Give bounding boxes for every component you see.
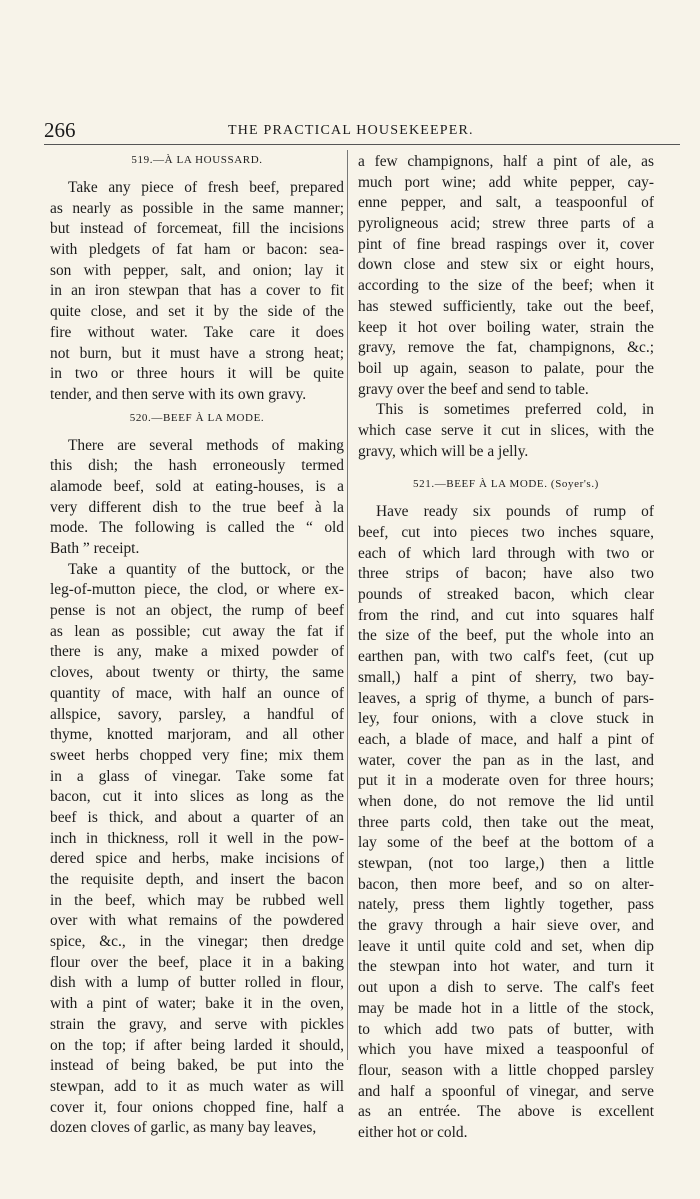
text-line: small,) half a pint of sherry, two bay- xyxy=(358,668,654,686)
text-line: leg-of-mutton piece, the clod, or where ex- xyxy=(50,581,344,599)
paragraph-520-continued xyxy=(358,152,654,400)
text-line: water, cover the pan as in the last, and xyxy=(358,751,654,769)
text-line: fire without water. Take care it does xyxy=(50,323,344,341)
text-line: three strips of bacon; have also two xyxy=(358,565,654,583)
running-title: THE PRACTICAL HOUSEKEEPER. xyxy=(228,123,474,138)
text-line: over with what remains of the powdered xyxy=(50,912,344,930)
text-line: to which add two pats of butter, with xyxy=(358,1020,654,1038)
paragraph-521 xyxy=(358,502,654,1143)
text-line: boil up again, season to palate, pour the xyxy=(358,359,654,377)
text-line: cover it, four onions chopped fine, half a xyxy=(50,1098,344,1116)
text-line: nately, press them lightly together, pass xyxy=(358,896,654,914)
column-divider xyxy=(347,150,348,1060)
text-line: inch in thickness, roll it well in the pow- xyxy=(50,829,344,847)
text-line: according to the size of the beef; when it xyxy=(358,277,654,295)
text-line: gravy, remove the fat, champignons, &c.; xyxy=(358,339,654,357)
page-header xyxy=(44,118,680,142)
text-line: sweet herbs chopped very fine; mix them xyxy=(50,746,344,764)
text-line: This is sometimes preferred cold, in xyxy=(376,401,654,419)
text-line: from the rind, and cut into squares half xyxy=(358,606,654,624)
text-line: pense is not an object, the rump of beef xyxy=(50,602,344,620)
text-line: pint of fine bread raspings over it, cover xyxy=(358,235,654,253)
text-line: gravy over the beef and send to table. xyxy=(358,380,589,398)
text-line: Have ready six pounds of rump of xyxy=(376,503,654,521)
text-line: put it in a moderate oven for three hours; xyxy=(358,772,654,790)
text-line: ley, four onions, with a clove stuck in xyxy=(358,710,654,728)
text-line: enne pepper, and salt, a teaspoonful of xyxy=(358,194,654,212)
text-line: in two or three hours it will be quite xyxy=(50,365,344,383)
text-line: alamode beef, sold at eating-houses, is a xyxy=(50,477,344,495)
text-line: earthen pan, with two calf's feet, (cut up xyxy=(358,648,654,666)
text-line: instead of being baked, be put into the xyxy=(50,1057,344,1075)
text-line: the size of the beef, put the whole into an xyxy=(358,627,654,645)
text-line: the gravy through a hair sieve over, and xyxy=(358,917,654,935)
text-line: son with pepper, salt, and onion; lay it xyxy=(50,261,344,279)
text-line: stewpan, (not too large,) then a little xyxy=(358,855,654,872)
text-line: much port wine; add white pepper, cay- xyxy=(358,173,654,191)
text-line: in the beef, which may be rubbed well xyxy=(50,891,344,909)
text-line: keep it hot over boiling water, strain the xyxy=(358,318,654,336)
text-line: the stewpan into hot water, and turn it xyxy=(358,958,654,976)
text-line: either hot or cold. xyxy=(358,1123,468,1141)
text-line: thyme, knotted marjoram, and all other xyxy=(50,726,344,744)
text-line: out upon a dish to serve. The calf's feet xyxy=(358,979,654,997)
paragraph-519 xyxy=(50,178,344,406)
text-line: Take any piece of fresh beef, prepared xyxy=(68,179,344,196)
paragraph-520-method xyxy=(50,560,344,1139)
text-line: gravy, which will be a jelly. xyxy=(358,442,529,460)
text-line: not burn, but it must have a strong heat; xyxy=(50,344,344,362)
text-line: lay some of the beef at the bottom of a xyxy=(358,834,654,852)
text-line: each, a blade of mace, and half a pint of xyxy=(358,730,654,748)
left-column xyxy=(50,152,344,1139)
text-line: which you have mixed a teaspoonful of xyxy=(358,1041,654,1059)
text-line: dozen cloves of garlic, as many bay leaves, xyxy=(50,1119,317,1137)
text-line: quantity of mace, with half an ounce of xyxy=(50,684,344,702)
text-line: each of which lard through with two or xyxy=(358,544,654,562)
text-line: with pledgets of fat ham or bacon: sea- xyxy=(50,241,344,259)
text-line: Bath ” receipt. xyxy=(50,540,140,557)
text-line: this dish; the hash erroneously termed xyxy=(50,457,344,475)
paragraph-520-intro xyxy=(50,436,344,560)
paragraph-520-note xyxy=(358,400,654,462)
text-line: tender, and then serve with its own gravy. xyxy=(50,385,307,403)
text-line: spice, &c., in the vinegar; then dredge xyxy=(50,933,344,951)
text-line: There are several methods of making xyxy=(68,436,344,454)
text-line: as nearly as possible in the same manner; xyxy=(50,199,344,217)
text-line: leaves, a sprig of thyme, a bunch of pars- xyxy=(358,689,654,707)
text-line: on the top; if after being larded it should, xyxy=(50,1036,344,1054)
text-line: when done, do not remove the lid until xyxy=(358,792,654,810)
text-line: which case serve it cut in slices, with the xyxy=(358,421,654,439)
text-line: cloves, about twenty or thirty, the same xyxy=(50,664,344,682)
recipe-heading-521: 521.—BEEF À LA MODE. (Soyer's.) xyxy=(413,478,599,491)
text-line: the requisite depth, and insert the bacon xyxy=(50,871,344,888)
text-line: as an entrée. The above is excellent xyxy=(358,1103,654,1121)
text-line: but instead of forcemeat, fill the incisions xyxy=(50,220,344,238)
text-line: with a pint of water; bake it in the oven, xyxy=(50,995,344,1013)
text-line: there is any, make a mixed powder of xyxy=(50,643,344,661)
recipe-heading-520: 520.—BEEF À LA MODE. xyxy=(129,411,265,424)
text-line: allspice, savory, parsley, a handful of xyxy=(50,705,344,723)
text-line: very different dish to the true beef à la xyxy=(50,498,344,516)
text-line: and half a spoonful of vinegar, and serve xyxy=(358,1082,654,1100)
text-line: bacon, then more beef, and so on alter- xyxy=(358,875,654,893)
recipe-heading-519: 519.—À LA HOUSSARD. xyxy=(131,154,263,166)
text-line: strain the gravy, and serve with pickles xyxy=(50,1015,344,1033)
text-line: in an iron stewpan that has a cover to fit xyxy=(50,282,344,300)
text-line: has stewed sufficiently, take out the beef, xyxy=(358,297,654,315)
text-line: bacon, cut it into slices as long as the xyxy=(50,788,344,806)
text-line: mode. The following is called the “ old xyxy=(50,519,344,537)
text-line: down close and stew six or eight hours, xyxy=(358,256,654,274)
text-line: may be made hot in a little of the stock, xyxy=(358,999,654,1017)
text-line: pyroligneous acid; strew three parts of a xyxy=(358,215,654,233)
text-line: beef, cut into pieces two inches square, xyxy=(358,524,654,541)
text-line: Take a quantity of the buttock, or the xyxy=(68,560,344,578)
text-line: dish with a lump of butter rolled in flour, xyxy=(50,974,344,992)
text-line: in a glass of vinegar. Take some fat xyxy=(50,767,344,785)
text-line: beef is thick, and about a quarter of an xyxy=(50,808,344,826)
text-line: pounds of streaked bacon, which clear xyxy=(358,586,654,604)
text-line: quite close, and set it by the side of the xyxy=(50,303,344,321)
text-line: three parts cold, then take out the meat, xyxy=(358,813,654,831)
text-line: flour, season with a little chopped parsley xyxy=(358,1061,654,1079)
text-line: stewpan, add to it as much water as will xyxy=(50,1077,344,1095)
text-line: flour over the beef, place it in a baking xyxy=(50,953,344,971)
text-line: dered spice and herbs, make incisions of xyxy=(50,850,344,868)
text-line: as lean as possible; cut away the fat if xyxy=(50,622,344,640)
header-rule xyxy=(44,144,680,145)
right-column xyxy=(358,152,654,1144)
page-number: 266 xyxy=(44,118,76,142)
text-line: a few champignons, half a pint of ale, as xyxy=(358,153,654,170)
text-line: leave it until quite cold and set, when dip xyxy=(358,937,654,955)
